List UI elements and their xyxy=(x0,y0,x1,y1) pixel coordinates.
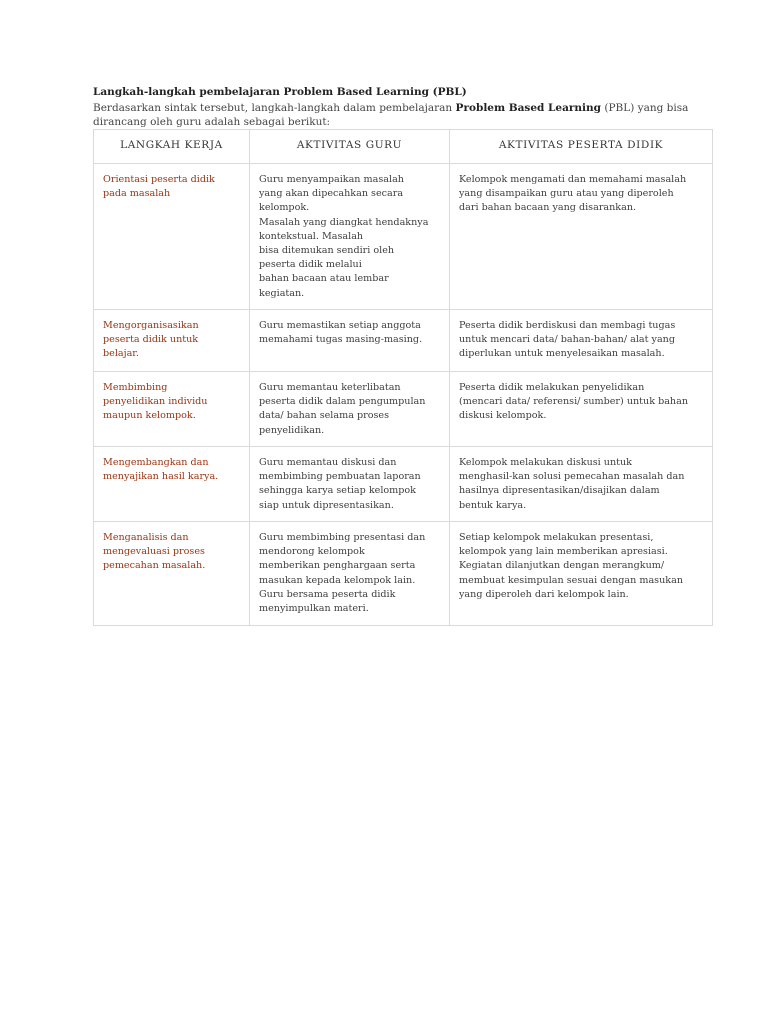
guru-activity-cell xyxy=(250,522,450,626)
cell-text-line: dari bahan bacaan yang disarankan. xyxy=(459,202,637,214)
cell-text-line: belajar. xyxy=(103,348,139,360)
cell-text-line: mendorong kelompok xyxy=(259,546,365,558)
cell-text-line: Guru menyampaikan masalah xyxy=(259,174,404,185)
intro-text-before: Berdasarkan sintak tersebut, langkah-langkah dalam pembelajaran xyxy=(93,102,456,114)
cell-text-line: Masalah yang diangkat hendaknya xyxy=(259,216,429,228)
cell-text-line: membimbing pembuatan laporan xyxy=(259,471,421,483)
cell-text-line: penyelidikan. xyxy=(259,424,325,436)
cell-text-line: Orientasi peserta didik xyxy=(103,174,215,185)
cell-text-line: masukan kepada kelompok lain. xyxy=(259,574,416,586)
intro-line-1 xyxy=(93,101,693,115)
table-row xyxy=(94,372,713,447)
cell-text-line: menyimpulkan materi. xyxy=(259,603,369,615)
table-row xyxy=(94,310,713,372)
cell-text-line: Guru membimbing presentasi dan xyxy=(259,532,426,543)
cell-text-line: data/ bahan selama proses xyxy=(259,410,389,422)
cell-text-line: siap untuk dipresentasikan. xyxy=(259,499,394,511)
student-activity-cell xyxy=(450,522,713,626)
cell-text-line: menyajikan hasil karya. xyxy=(103,471,219,483)
student-activity-cell xyxy=(450,164,713,310)
cell-text-line: kontekstual. Masalah xyxy=(259,230,364,242)
header-row xyxy=(94,130,713,164)
cell-text-line: pada masalah xyxy=(103,188,171,200)
guru-activity-cell xyxy=(250,164,450,310)
cell-text-line: Guru memantau keterlibatan xyxy=(259,382,401,393)
cell-text-line: Setiap kelompok melakukan presentasi, xyxy=(459,532,654,543)
cell-text-line: Kelompok mengamati dan memahami masalah xyxy=(459,174,687,185)
cell-text-line: Peserta didik berdiskusi dan membagi tugas xyxy=(459,320,676,331)
cell-text-line: yang diperoleh dari kelompok lain. xyxy=(459,588,629,600)
cell-text-line: pemecahan masalah. xyxy=(103,560,206,572)
cell-text-line: memberikan penghargaan serta xyxy=(259,560,416,572)
table-header xyxy=(94,130,713,164)
table-row xyxy=(94,164,713,310)
guru-activity-cell xyxy=(250,372,450,447)
cell-text-line: Peserta didik melakukan penyelidikan xyxy=(459,382,645,393)
header-aktivitas-guru: AKTIVITAS GURU xyxy=(250,130,450,164)
cell-text-line: peserta didik dalam pengumpulan xyxy=(259,396,426,408)
cell-text-line: peserta didik untuk xyxy=(103,334,199,346)
cell-text-line: hasilnya dipresentasikan/disajikan dalam xyxy=(459,485,660,497)
cell-text-line: bentuk karya. xyxy=(459,499,527,511)
cell-text-line: kegiatan. xyxy=(259,287,305,299)
cell-text-line: Menganalisis dan xyxy=(103,532,189,543)
student-activity-cell xyxy=(450,372,713,447)
cell-text-line: yang disampaikan guru atau yang diperoleh xyxy=(459,188,674,200)
guru-activity-cell xyxy=(250,310,450,372)
cell-text-line: penyelidikan individu xyxy=(103,396,208,408)
intro-paragraph xyxy=(93,101,693,129)
intro-line-2: dirancang oleh guru adalah sebagai berikut: xyxy=(93,116,331,128)
step-cell xyxy=(94,372,250,447)
document-title: Langkah-langkah pembelajaran Problem Based Learning (PBL) xyxy=(93,86,467,98)
cell-text-line: Guru memantau diskusi dan xyxy=(259,457,397,468)
intro-text-after: (PBL) yang bisa xyxy=(601,102,689,114)
guru-activity-cell xyxy=(250,447,450,522)
header-aktivitas-peserta-didik: AKTIVITAS PESERTA DIDIK xyxy=(450,130,713,164)
step-cell xyxy=(94,522,250,626)
step-cell xyxy=(94,310,250,372)
cell-text-line: diskusi kelompok. xyxy=(459,410,547,422)
cell-text-line: (mencari data/ referensi/ sumber) untuk bahan xyxy=(459,396,689,408)
table-body xyxy=(94,164,713,626)
cell-text-line: memahami tugas masing-masing. xyxy=(259,334,423,346)
cell-text-line: Mengorganisasikan xyxy=(103,320,199,331)
table-row xyxy=(94,447,713,522)
student-activity-cell xyxy=(450,310,713,372)
cell-text-line: Membimbing xyxy=(103,382,168,393)
cell-text-line: peserta didik melalui xyxy=(259,259,362,271)
cell-text-line: kelompok yang lain memberikan apresiasi. xyxy=(459,546,668,558)
cell-text-line: kelompok. xyxy=(259,202,310,214)
cell-text-line: membuat kesimpulan sesuai dengan masukan xyxy=(459,574,683,586)
step-cell xyxy=(94,164,250,310)
intro-bold-term: Problem Based Learning xyxy=(455,102,602,114)
cell-text-line: Mengembangkan dan xyxy=(103,457,209,468)
cell-text-line: Guru memastikan setiap anggota xyxy=(259,320,421,331)
cell-text-line: bahan bacaan atau lembar xyxy=(259,273,389,285)
cell-text-line: bisa ditemukan sendiri oleh xyxy=(259,245,395,257)
cell-text-line: diperlukan untuk menyelesaikan masalah. xyxy=(459,348,665,360)
cell-text-line: Kegiatan dilanjutkan dengan merangkum/ xyxy=(459,560,665,572)
cell-text-line: untuk mencari data/ bahan-bahan/ alat yang xyxy=(459,334,675,346)
cell-text-line: yang akan dipecahkan secara xyxy=(259,188,404,200)
step-cell xyxy=(94,447,250,522)
cell-text-line: Guru bersama peserta didik xyxy=(259,588,396,600)
cell-text-line: maupun kelompok. xyxy=(103,410,196,422)
cell-text-line: Kelompok melakukan diskusi untuk xyxy=(459,457,632,468)
cell-text-line: mengevaluasi proses xyxy=(103,546,205,558)
cell-text-line: sehingga karya setiap kelompok xyxy=(259,485,416,497)
student-activity-cell xyxy=(450,447,713,522)
header-langkah-kerja: LANGKAH KERJA xyxy=(94,130,250,164)
cell-text-line: menghasil-kan solusi pemecahan masalah dan xyxy=(459,471,685,483)
table-row xyxy=(94,522,713,626)
pbl-steps-table xyxy=(93,129,713,626)
